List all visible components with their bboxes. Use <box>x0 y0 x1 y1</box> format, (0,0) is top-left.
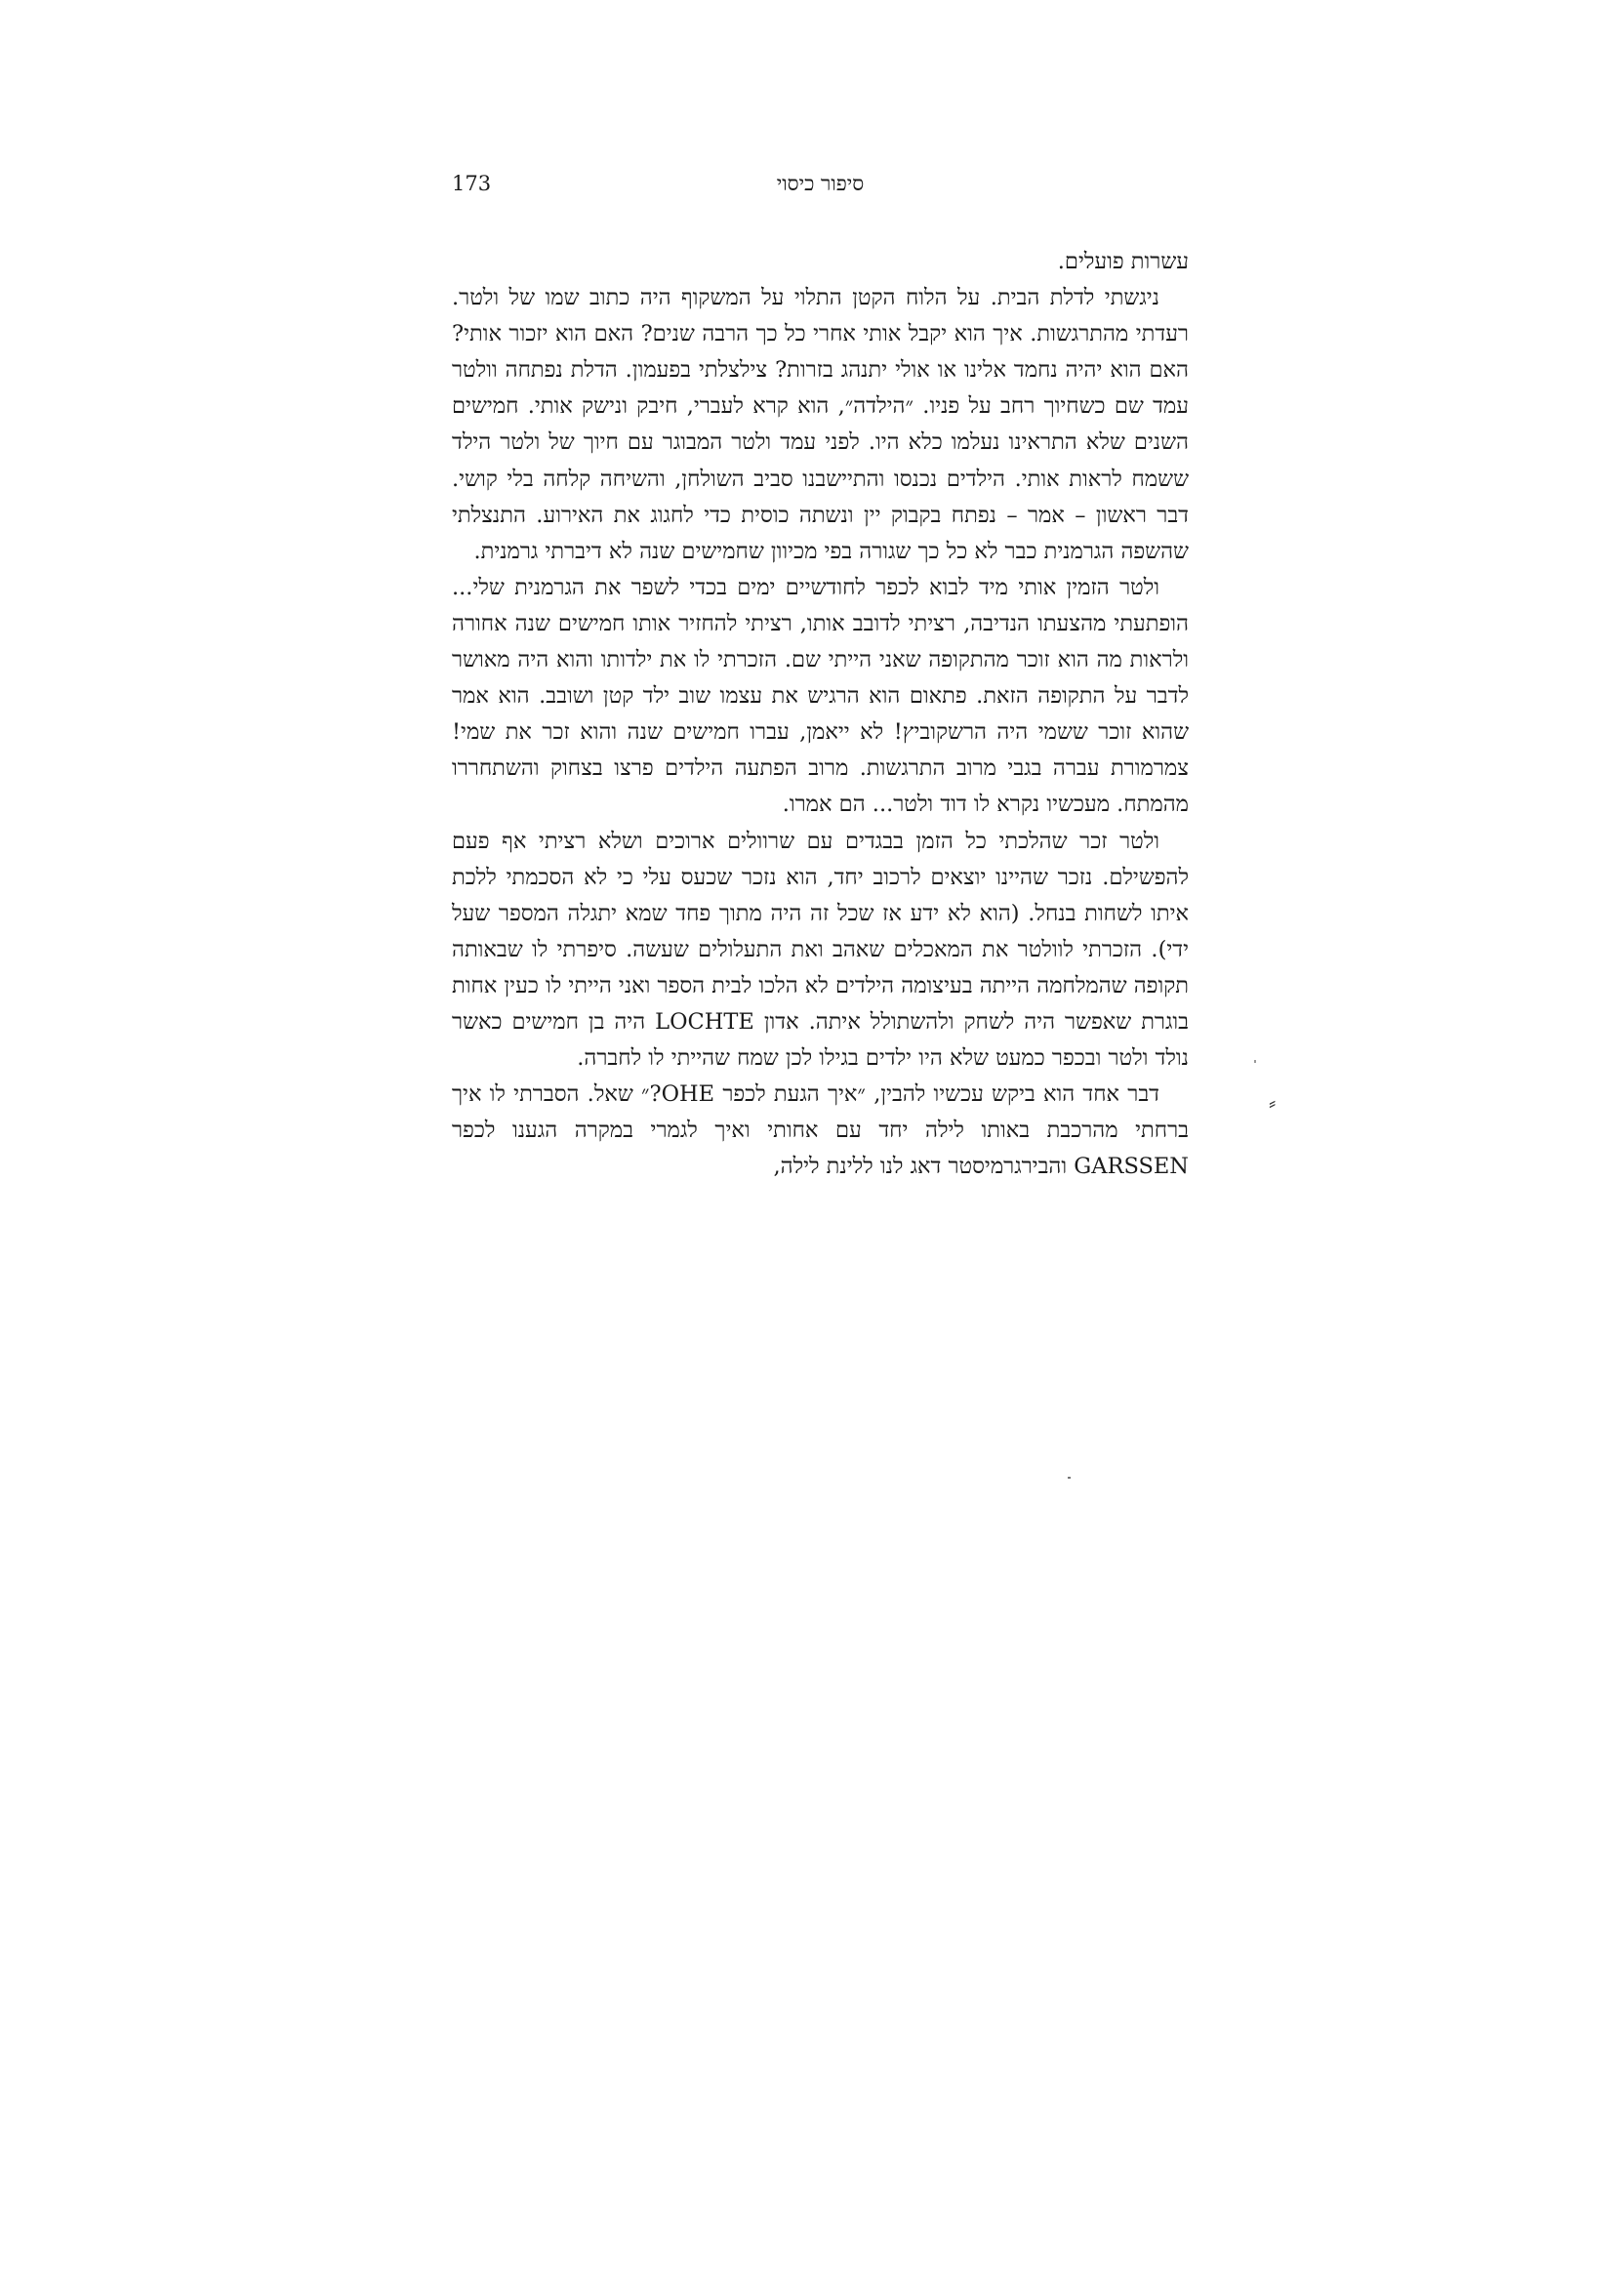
body-text <box>452 244 1189 1185</box>
paragraph-2: ניגשתי לדלת הבית. על הלוח הקטן התלוי על המשקוף היה כתוב שמו של ולטר. רעדתי מהתרגשות. איך הוא יקבל אותי אחרי כל כך הרבה שנים? האם הוא יזכור אותי? האם הוא יהיה נחמד אלינו או אולי יתנהג בזרות? צילצלתי בפעמון. הדלת נפתחה וולטר עמד שם כשחיוך רחב על פניו. ״הילדה״, הוא קרא לעברי, חיבק ונישק אותי. חמישים השנים שלא התראינו נעלמו כלא היו. לפני עמד ולטר המבוגר עם חיוך של ולטר הילד ששמח לראות אותי. הילדים נכנסו והתיישבנו סביב השולחן, והשיחה קלחה בלי קושי. דבר ראשון – אמר – נפתח בקבוק יין ונשתה כוסית כדי לחגוג את האירוע. התנצלתי שהשפה הגרמנית כבר לא כל כך שגורה בפי מכיוון שחמישים שנה לא דיברתי גרמנית. <box>452 285 1189 564</box>
paragraph-4: ולטר זכר שהלכתי כל הזמן בבגדים עם שרוולים ארוכים ושלא רציתי אף פעם להפשילם. נזכר שהיינו יוצאים לרכוב יחד, הוא נזכר שכעס עלי כי לא הסכמתי ללכת איתו לשחות בנחל. (הוא לא ידע אז שכל זה היה מתוך פחד שמא יתגלה המספר שעל ידי). הזכרתי לוולטר את המאכלים שאהב ואת התעלולים שעשה. סיפרתי לו שבאותה תקופה שהמלחמה הייתה בעיצומה הילדים לא הלכו לבית הספר ואני הייתי לו כעין אחות בוגרת שאפשר היה לשחק ולהשתולל איתה. אדון LOCHTE היה בן חמישים כאשר נולד ולטר ובכפר כמעט שלא היו ילדים בגילו לכן שמח שהייתי לו לחברה. <box>452 828 1189 1072</box>
scan-speck <box>1068 1477 1071 1479</box>
scan-speck <box>1254 1060 1256 1063</box>
page-header <box>452 168 1189 207</box>
paragraph-3: ולטר הזמין אותי מיד לבוא לכפר לחודשיים ימים בכדי לשפר את הגרמנית שלי... הופתעתי מהצעתו הנדיבה, רציתי לדובב אותו, רציתי להחזיר אותו חמישים שנה אחורה ולראות מה הוא זוכר מהתקופה שאני הייתי שם. הזכרתי לו את ילדותו והוא היה מאושר לדבר על התקופה הזאת. פתאום הוא הרגיש את עצמו שוב ילד קטן ושובב. הוא אמר שהוא זוכר ששמי היה הרשקוביץ! לא ייאמן, עברו חמישים שנה והוא זכר את שמי! צמרמורת עברה בגבי מרוב התרגשות. מרוב הפתעה הילדים פרצו בצחוק והשתחררו מהמתח. מעכשיו נקרא לו דוד ולטר... הם אמרו. <box>452 574 1189 818</box>
margin-mark: ⸗ <box>1269 1091 1277 1116</box>
running-title: סיפור כיסוי <box>776 172 865 195</box>
paragraph-5: דבר אחד הוא ביקש עכשיו להבין, ״איך הגעת לכפר OHE?״ שאל. הסברתי לו איך ברחתי מהרכבת באותו לילה יחד עם אחותי ואיך לגמרי במקרה הגענו לכפר GARSSEN והבירגרמיסטר דאג לנו ללינת לילה, <box>452 1081 1189 1180</box>
page-number: 173 <box>452 172 492 195</box>
paragraph-1: עשרות פועלים. <box>1057 249 1189 274</box>
